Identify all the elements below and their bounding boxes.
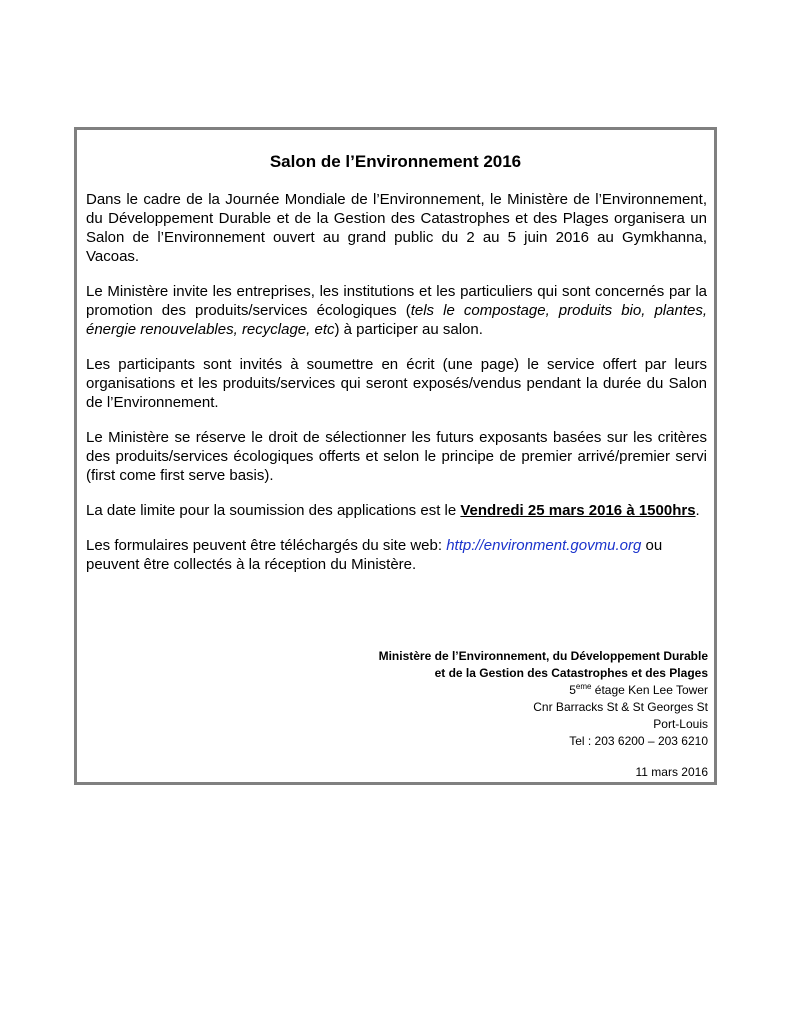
floor-number: 5 [569,683,576,697]
address-street: Cnr Barracks St & St Georges St [533,700,708,714]
deadline-end: . [695,502,700,519]
invitation-text-start: Le Ministère invite les entreprises, les institutions et les particuliers qui sont concernés par la promotion des produits/services écologiques ( [86,283,707,319]
floor-suffix: eme [575,682,592,691]
paragraph-forms [86,536,707,574]
notice-body [86,190,707,590]
address-city: Port-Louis [653,717,708,731]
deadline-text: La date limite pour la soumission des applications est le [86,502,461,519]
invitation-examples: tels le compostage, produits bio, plantes, énergie renouvelables, recyclage, etc [86,302,707,338]
notice-frame [74,127,717,785]
forms-text-end: ou peuvent être collectés à la réception du Ministère. [86,537,663,573]
website-link[interactable]: http://environment.govmu.org [446,537,642,554]
paragraph-deadline [86,501,707,520]
signature-date: 11 mars 2016 [635,765,708,779]
floor-building: étage Ken Lee Tower [591,683,708,697]
signature-block [379,648,708,781]
telephone: Tel : 203 6200 – 203 6210 [569,734,708,748]
forms-text-start: Les formulaires peuvent être téléchargés du site web: [86,537,447,554]
paragraph-submission: Les participants sont invités à soumettre en écrit (une page) le service offert par leurs organisations et les produits/services qui seront exposés/vendus pendant la durée du Salon de l’Environnement. [86,356,707,411]
address-floor [379,682,708,699]
ministry-name-line1: Ministère de l’Environnement, du Développement Durable [378,649,708,663]
paragraph-event-announcement: Dans le cadre de la Journée Mondiale de l’Environnement, le Ministère de l’Environnement, du Développement Durable et de la Gestion des Catastrophes et des Plages organisera un Salon de l’Environnement ouvert au grand public du 2 au 5 juin 2016 au Gymkhanna, Vacoas. [86,191,707,265]
ministry-name-line2: et de la Gestion des Catastrophes et des Plages [434,666,708,680]
paragraph-invitation [86,282,707,339]
deadline-date: Vendredi 25 mars 2016 à 1500hrs [460,502,696,519]
invitation-text-end: ) à participer au salon. [334,321,483,338]
paragraph-selection: Le Ministère se réserve le droit de sélectionner les futurs exposants basées sur les critères des produits/services écologiques offerts et selon le principe de premier arrivé/premier servi (first come first serve basis). [86,429,707,484]
notice-title: Salon de l’Environnement 2016 [269,152,522,171]
